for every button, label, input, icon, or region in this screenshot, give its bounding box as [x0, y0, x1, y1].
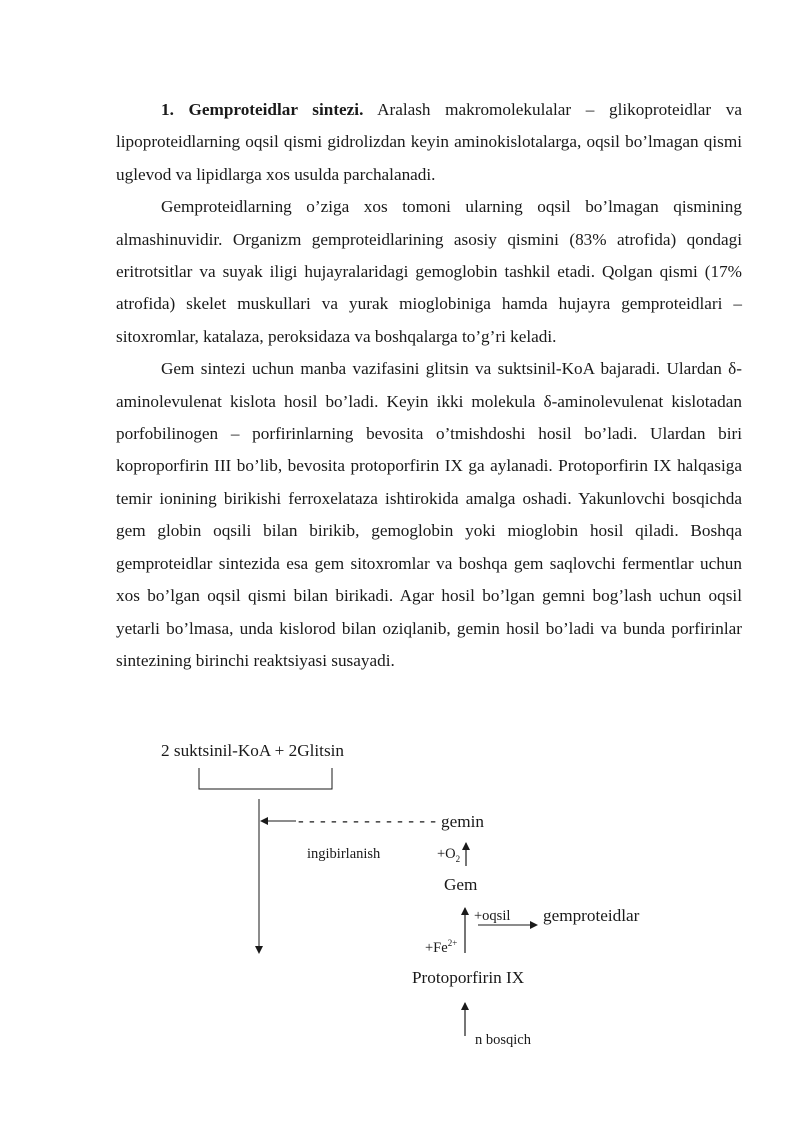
iron-label	[425, 938, 457, 957]
gem-label: Gem	[444, 875, 478, 894]
protein-label: +oqsil	[474, 908, 511, 924]
protoporphyrin-label: Protoporfirin IX	[412, 968, 525, 987]
oxygen-label	[437, 846, 460, 864]
feedback-dashes: - - - - - - - - - - - - -	[298, 811, 437, 830]
inhibition-label: ingibirlanish	[307, 846, 381, 862]
paragraph-2: Gemproteidlarning o’ziga xos tomoni ularning oqsil bo’lmagan qismining almashinuvidir. Organizm gemproteidlarining asosiy qismini (83% atrofida) qondagi eritrotsitlar va suyak iligi hujayralaridagi gemoglobin tashkil etadi. Qolgan qismi (17% atrofida) skelet muskullari va yurak mioglobiniga hamda hujayra gemproteidlari – sitoxromlar, katalaza, peroksidaza va boshqalarga to’g’ri keladi.	[116, 197, 742, 346]
equation-bracket	[199, 768, 332, 789]
iron-superscript: 2+	[447, 938, 458, 948]
stages-label: n bosqich	[475, 1032, 531, 1048]
gemproteids-label: gemproteidlar	[543, 906, 640, 925]
paragraph-1-body: Aralash makromolekulalar – glikoproteidlar va lipoproteidlarning oqsil qismi gidrolizdan keyin aminokislotalarga, oqsil bo’lmagan qismi uglevod va lipidlarga xos usulda parchalanadi.	[116, 100, 742, 184]
oxygen-subscript: 2	[455, 853, 461, 864]
iron-text: +Fe	[425, 939, 448, 956]
reaction-equation: 2 suktsinil-KoA + 2Glitsin	[161, 741, 345, 760]
paragraph-3: Gem sintezi uchun manba vazifasini glitsin va suktsinil-KoA bajaradi. Ulardan δ-aminolevulenat kislota hosil bo’ladi. Keyin ikki molekula δ-aminolevulenat kislotadan porfobilinogen – porfirinlarning bevosita o’tmishdoshi hosil bo’ladi. Ulardan biri koproporfirin III bo’lib, bevosita protoporfirin IX ga aylanadi. Protoporfirin IX halqasiga temir ionining birikishi ferroxelataza ishtirokida amalga oshadi. Yakunlovchi bosqichda gem globin oqsili bilan birikib, gemoglobin yoki mioglobin hosil qiladi. Boshqa gemproteidlar sintezida esa gem sitoxromlar va boshqa gem saqlovchi fermentlar uchun xos bo’lgan oqsil qismi bilan birikadi. Agar hosil bo’lgan gemni bog’lash uchun oqsil yetarli bo’lmasa, unda kislorod bilan oziqlanib, gemin hosil bo’ladi va bunda porfirinlar sintezining birinchi reaktsiyasi susayadi.	[116, 359, 742, 670]
oxygen-text: +O	[437, 846, 456, 862]
section-heading: 1. Gemproteidlar sintezi.	[161, 100, 364, 119]
gemin-label: gemin	[441, 812, 484, 831]
